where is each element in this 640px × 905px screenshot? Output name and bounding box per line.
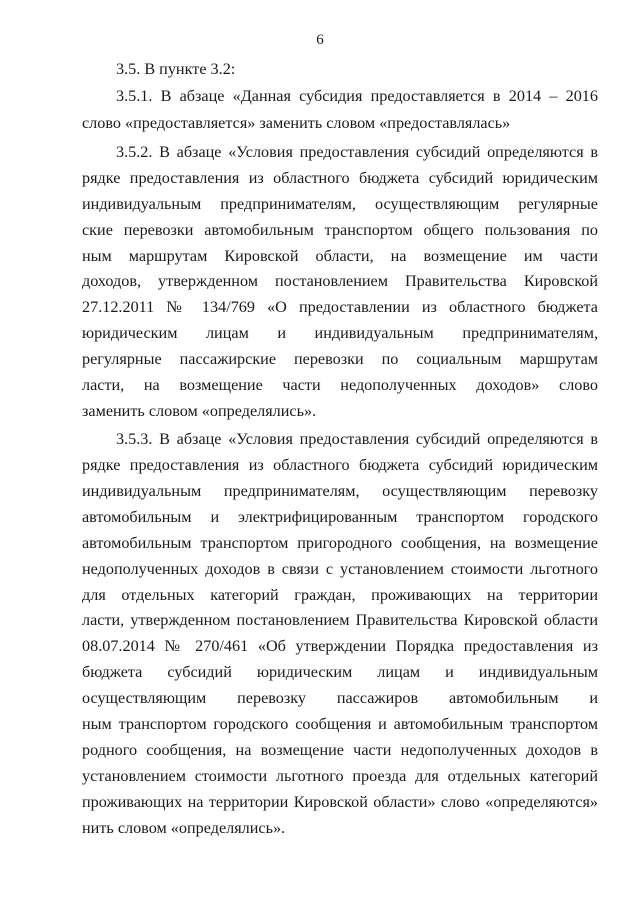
text-line: осуществляющим перевозку пассажиров автомобильным и [82,689,598,707]
text-line: 3.5.3. В абзаце «Условия предоставления субсидий определяются в [116,430,598,448]
text-line: родного сообщения, на возмещение части недополученных доходов в [82,741,598,759]
text-line: регулярные пассажирские перевозки по социальным маршрутам [82,350,598,368]
text-line: ласти, утвержденном постановлением Правительства Кировской области [82,611,598,629]
text-line: автомобильным транспортом пригородного сообщения, на возмещение [82,534,598,552]
page-number: 6 [316,32,324,48]
text-line: 08.07.2014 № 270/461 «Об утверждении Порядка предоставления из [82,637,598,655]
text-line: заменить словом «определялись». [82,402,317,420]
text-line: рядке предоставления из областного бюджета субсидий юридическим [82,169,598,187]
text-line: нить словом «определялись». [82,819,286,837]
text-line: автомобильным и электрифицированным транспортом городского [82,508,598,526]
text-line: ские перевозки автомобильным транспортом общего пользования по [82,221,598,239]
text-line: 3.5.1. В абзаце «Данная субсидия предоставляется в 2014 – 2016 [116,87,598,105]
text-line: для отдельных категорий граждан, проживающих на территории [82,586,598,604]
text-line: юридическим лицам и индивидуальным предпринимателям, [82,324,598,342]
text-line: доходов, утвержденном постановлением Правительства Кировской [82,272,598,290]
text-line: недополученных доходов в связи с установлением стоимости льготного [82,560,598,578]
text-line: рядке предоставления из областного бюджета субсидий юридическим [82,456,598,474]
text-line: ласти, на возмещение части недополученных доходов» слово [82,376,598,394]
text-line: индивидуальным предпринимателям, осуществляющим перевозку [82,482,598,500]
text-line: 27.12.2011 № 134/769 «О предоставлении из областного бюджета [82,298,598,316]
text-line: ным транспортом городского сообщения и автомобильным транспортом [82,715,598,733]
text-line: 3.5.2. В абзаце «Условия предоставления субсидий определяются в [116,143,598,161]
text-line: проживающих на территории Кировской области» слово «определяются» [82,793,598,811]
text-line: слово «предоставляется» заменить словом «предоставлялась» [82,114,511,132]
text-line: ным маршрутам Кировской области, на возмещение им части [82,247,598,265]
text-line: бюджета субсидий юридическим лицам и индивидуальным [82,663,598,681]
text-line: индивидуальным предпринимателям, осуществляющим регулярные [82,195,598,213]
text-line: 3.5. В пункте 3.2: [116,60,236,78]
text-line: установлением стоимости льготного проезда для отдельных категорий [82,767,598,785]
